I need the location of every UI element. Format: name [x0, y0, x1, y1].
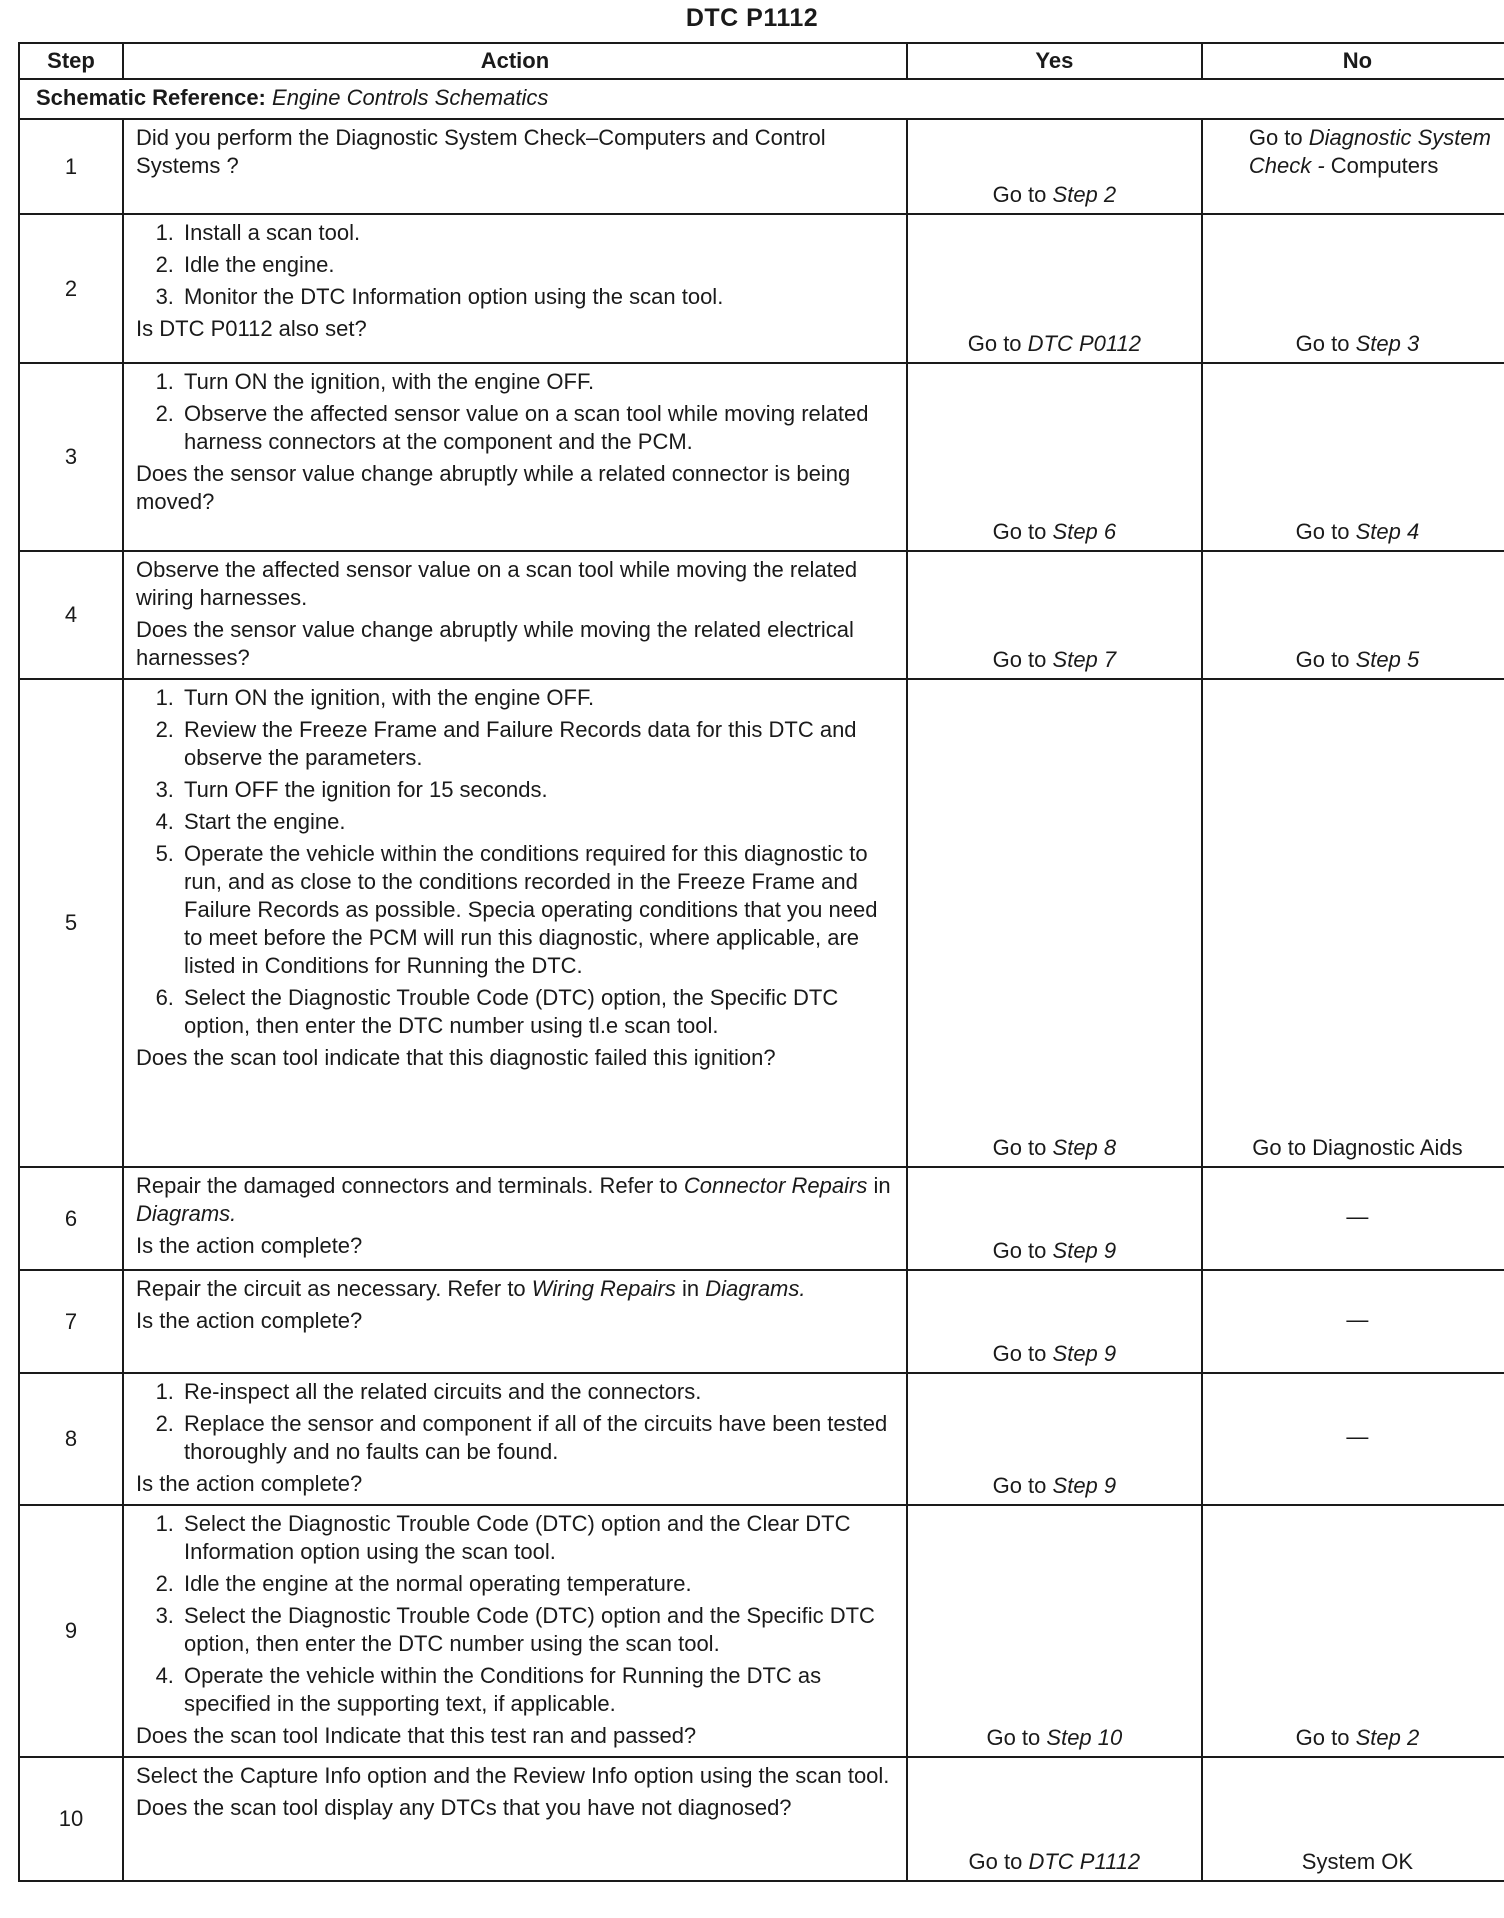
step-number: 4 [19, 551, 123, 679]
table-row [19, 679, 1504, 1167]
yes-prefix: Go to [992, 1341, 1047, 1366]
yes-cell [907, 1757, 1202, 1881]
no-target: Diagnostic System Check - [1248, 125, 1491, 178]
action-cell [123, 119, 907, 214]
yes-cell [907, 1373, 1202, 1505]
action-cell [123, 1270, 907, 1373]
action-step: 1. Turn ON the ignition, with the engine OFF. [180, 368, 896, 396]
step-number: 5 [19, 679, 123, 1167]
yes-target: Step 2 [1052, 182, 1117, 207]
yes-cell [907, 1167, 1202, 1270]
no-cell [1202, 1505, 1504, 1757]
schematic-row [19, 79, 1504, 119]
action-steps [136, 1378, 896, 1466]
no-prefix: Go to [1248, 125, 1303, 150]
header-yes: Yes [907, 43, 1202, 79]
yes-target: Step 9 [1052, 1341, 1117, 1366]
action-step: 4. Operate the vehicle within the Conditions for Running the DTC as specified in the supporting text, if applicable. [180, 1662, 896, 1718]
no-prefix: Go to [1295, 519, 1350, 544]
table-row [19, 551, 1504, 679]
yes-prefix: Go to [992, 647, 1047, 672]
action-steps [136, 219, 896, 311]
table-row [19, 363, 1504, 551]
action-step: 6. Select the Diagnostic Trouble Code (DTC) option, the Specific DTC option, then enter the DTC number using tl.e scan tool. [180, 984, 896, 1040]
action-steps [136, 368, 896, 456]
action-step: 1. Select the Diagnostic Trouble Code (DTC) option and the Clear DTC Information option using the scan tool. [180, 1510, 896, 1566]
header-row [19, 43, 1504, 79]
page-title: DTC P1112 [685, 4, 819, 32]
action-question: Does the scan tool display any DTCs that you have not diagnosed? [136, 1795, 792, 1820]
action-cell [123, 1373, 907, 1505]
action-cell [123, 363, 907, 551]
yes-prefix: Go to [992, 1135, 1047, 1160]
action-question: Is DTC P0112 also set? [136, 316, 367, 341]
yes-target: DTC P1112 [1028, 1849, 1141, 1874]
action-cell [123, 1505, 907, 1757]
diagnostic-table [18, 42, 1504, 1882]
no-cell: Go to Diagnostic Aids [1202, 679, 1504, 1167]
intro-reference-2: Diagrams. [136, 1201, 237, 1226]
action-cell [123, 1757, 907, 1881]
no-cell: System OK [1202, 1757, 1504, 1881]
no-target: Step 2 [1355, 1725, 1420, 1750]
no-cell [1202, 551, 1504, 679]
action-step: 3. Monitor the DTC Information option using the scan tool. [180, 283, 896, 311]
intro-text: Repair the circuit as necessary. Refer to [136, 1276, 526, 1301]
yes-cell [907, 1505, 1202, 1757]
no-cell: — [1202, 1167, 1504, 1270]
action-step: 1. Install a scan tool. [180, 219, 896, 247]
intro-reference: Wiring Repairs [531, 1276, 676, 1301]
yes-target: Step 7 [1052, 647, 1117, 672]
step-number: 2 [19, 214, 123, 363]
header-action: Action [123, 43, 907, 79]
yes-target: Step 6 [1052, 519, 1117, 544]
action-intro [136, 1172, 896, 1228]
no-cell: — [1202, 1373, 1504, 1505]
action-step: 2. Idle the engine. [180, 251, 896, 279]
schematic-label: Schematic Reference: [36, 85, 266, 110]
action-question: Does the scan tool Indicate that this test ran and passed? [136, 1723, 697, 1748]
intro-text: Repair the damaged connectors and terminals. Refer to [136, 1173, 678, 1198]
intro-mid: in [873, 1173, 891, 1198]
step-number: 7 [19, 1270, 123, 1373]
action-step: 2. Review the Freeze Frame and Failure Records data for this DTC and observe the parameters. [180, 716, 896, 772]
step-number: 3 [19, 363, 123, 551]
action-question: Is the action complete? [136, 1233, 363, 1258]
intro-mid: in [682, 1276, 700, 1301]
intro-reference: Connector Repairs [683, 1173, 868, 1198]
action-step: 1. Turn ON the ignition, with the engine OFF. [180, 684, 896, 712]
no-cell [1202, 214, 1504, 363]
action-cell [123, 1167, 907, 1270]
action-step: 3. Select the Diagnostic Trouble Code (DTC) option and the Specific DTC option, then enter the DTC number using the scan tool. [180, 1602, 896, 1658]
step-number: 9 [19, 1505, 123, 1757]
action-question: Is the action complete? [136, 1471, 363, 1496]
action-intro [136, 1275, 896, 1303]
action-step: 4. Start the engine. [180, 808, 896, 836]
no-prefix: Go to [1295, 647, 1350, 672]
yes-prefix: Go to [992, 1238, 1047, 1263]
action-cell [123, 679, 907, 1167]
no-target: Step 4 [1355, 519, 1420, 544]
yes-cell [907, 119, 1202, 214]
table-row [19, 1167, 1504, 1270]
yes-prefix: Go to [986, 1725, 1041, 1750]
step-number: 8 [19, 1373, 123, 1505]
action-question: Does the sensor value change abruptly while moving the related electrical harnesses? [136, 617, 854, 670]
action-question: Does the scan tool indicate that this diagnostic failed this ignition? [136, 1045, 776, 1070]
action-cell [123, 214, 907, 363]
yes-prefix: Go to [968, 1849, 1023, 1874]
yes-cell [907, 214, 1202, 363]
no-cell: — [1202, 1270, 1504, 1373]
step-number: 1 [19, 119, 123, 214]
header-step: Step [19, 43, 123, 79]
yes-cell [907, 1270, 1202, 1373]
table-row [19, 119, 1504, 214]
header-no: No [1202, 43, 1504, 79]
no-cell [1202, 363, 1504, 551]
action-step: 3. Turn OFF the ignition for 15 seconds. [180, 776, 896, 804]
table-row [19, 1373, 1504, 1505]
no-cell [1202, 119, 1504, 214]
action-question: Does the sensor value change abruptly while a related connector is being moved? [136, 461, 851, 514]
action-question: Is the action complete? [136, 1308, 363, 1333]
yes-target: Step 9 [1052, 1238, 1117, 1263]
action-step: 5. Operate the vehicle within the conditions required for this diagnostic to run, and as close to the conditions recorded in the Freeze Frame and Failure Records as possible. Specia operating conditions that you need to meet before the PCM will run this diagnostic, where applicable, are listed in Conditions for Running the DTC. [180, 840, 896, 980]
action-step: 2. Idle the engine at the normal operating temperature. [180, 1570, 896, 1598]
yes-target: DTC P0112 [1027, 331, 1141, 356]
action-steps [136, 1510, 896, 1718]
yes-prefix: Go to [992, 1473, 1047, 1498]
yes-cell [907, 679, 1202, 1167]
yes-prefix: Go to [992, 519, 1047, 544]
yes-cell [907, 551, 1202, 679]
action-question: Did you perform the Diagnostic System Check–Computers and Control Systems ? [136, 125, 826, 178]
action-intro: Observe the affected sensor value on a scan tool while moving the related wiring harnesses. [136, 557, 858, 610]
intro-reference-2: Diagrams. [705, 1276, 806, 1301]
action-step: 2. Replace the sensor and component if all of the circuits have been tested thoroughly and no faults can be found. [180, 1410, 896, 1466]
action-step: 2. Observe the affected sensor value on a scan tool while moving related harness connectors at the component and the PCM. [180, 400, 896, 456]
table-row [19, 214, 1504, 363]
action-steps [136, 684, 896, 1040]
no-target: Step 3 [1355, 331, 1420, 356]
table-row [19, 1757, 1504, 1881]
schematic-reference [19, 79, 1504, 119]
table-row [19, 1270, 1504, 1373]
schematic-value: Engine Controls Schematics [272, 85, 549, 110]
yes-prefix: Go to [992, 182, 1047, 207]
yes-target: Step 9 [1052, 1473, 1117, 1498]
action-step: 1. Re-inspect all the related circuits and the connectors. [180, 1378, 896, 1406]
no-prefix: Go to [1295, 331, 1350, 356]
no-target: Step 5 [1355, 647, 1420, 672]
action-cell [123, 551, 907, 679]
table-row [19, 1505, 1504, 1757]
yes-target: Step 10 [1046, 1725, 1123, 1750]
action-intro: Select the Capture Info option and the Review Info option using the scan tool. [136, 1763, 890, 1788]
yes-prefix: Go to [967, 331, 1022, 356]
step-number: 10 [19, 1757, 123, 1881]
yes-cell [907, 363, 1202, 551]
no-suffix: Computers [1330, 153, 1439, 178]
no-prefix: Go to [1295, 1725, 1350, 1750]
yes-target: Step 8 [1052, 1135, 1117, 1160]
step-number: 6 [19, 1167, 123, 1270]
